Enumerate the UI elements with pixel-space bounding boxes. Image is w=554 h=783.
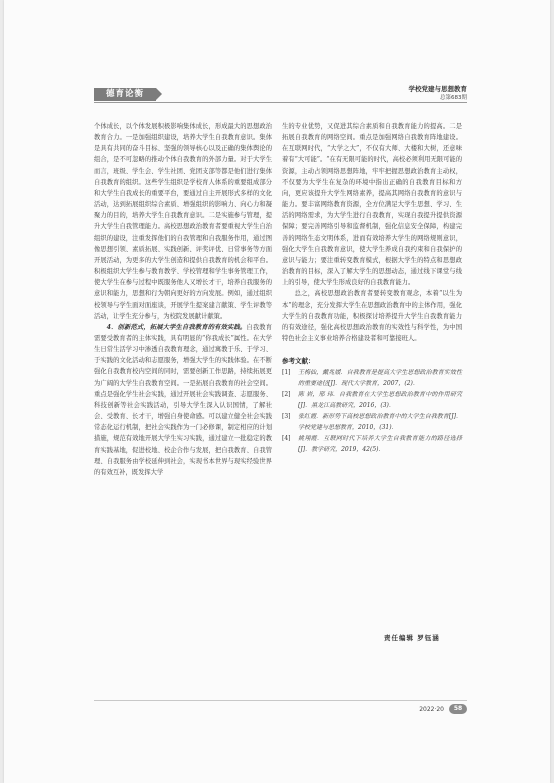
body-paragraph: 生的专业优势，又促进其综合素质和自我教育能力的提高。二是拓展自我教育的网络空间。重点是加强网络自我教育阵地建设。在互联网时代，“大学之大”，不仅有大师、大楼和大树，还意味着有“大可能”。“在有无限可能的时代，高校必须利用无限可能的资源，主动占领网络思想阵地，牢牢把握思想政治教育主动权，不仅要为大学生在复杂的环境中指出正确的自我教育目标和方向，更应该提升大学生网络素养，提高其网络自我教育的意识与能力。要丰富网络教育资源，全方位满足大学生思想、学习、生活的网络需求，为大学生进行自我教育，实现自我提升提供资源保障；要完善网络引导和监督机制，强化信息安全保障，构建完善的网络生态文明体系，进而有效培养大学生的网络规则意识，强化大学生自我教育意识，使大学生养成自我约束和自我保护的意识与能力；要注重转变教育模式，根据大学生的特点和思想政治教育的目标，深入了解大学生的思想动态，通过线下课堂与线上的引导，使大学生形成良好的自我教育能力。 [282, 123, 462, 287]
page-number: 58 [449, 704, 467, 714]
reference-text: 张红霞．新形势下高校思想政治教育中的大学生自我教育[J]．学校党建与思想教育，2010，(31)． [298, 413, 462, 432]
footer-rule [94, 700, 467, 701]
right-column [282, 121, 462, 455]
reference-number: [4] [282, 435, 291, 443]
journal-page [4, 0, 550, 783]
reference-item [282, 411, 462, 433]
body-paragraph: 总之，高校思想政治教育者要转变教育观念，本着“以生为本”的理念，充分发挥大学生在思想政治教育中的主体作用，强化大学生的自我教育功能，积极探讨培养提升大学生自我教育能力的有效途径，强化高校思想政治教育的实效性与科学性，为中国特色社会主义事业培养合格建设者和可靠接班人。 [282, 290, 462, 342]
references-title: 参考文献： [282, 357, 315, 366]
section-heading: 4．创新范式，拓展大学生自我教育的有效实践。 [106, 323, 247, 331]
body-paragraph [94, 322, 272, 478]
journal-title: 学校党建与思想教育 [408, 85, 467, 93]
left-column [94, 121, 272, 478]
reference-item [282, 389, 462, 411]
page-footer [419, 704, 467, 714]
issue-number: 2022·20 [419, 705, 444, 713]
reference-item [282, 433, 462, 455]
paragraph-text: 自我教育需要受教育者的主体实践，具有明显的“你我成长”属性。在大学生日常生活学习中渗透自我教育理念，通过寓教于乐、于学习、于实践的文化活动和志愿服务，增强大学生的实践体验。在不断强化自我教育校内空间的同时，需要创新工作思路，持续拓展更为广阔的大学生自我教育空间。一是拓展自我教育的社会空间。重点是强化学生社会实践，通过开展社会实践调查、志愿服务、科技创新等社会实践活动，引导大学生深入认识国情，了解社会、受教育、长才干，增强自身使命感。可以建立健全社会实践常态化运行机制，把社会实践作为一门必修课，制定相应的计划措施，规范有效地开展大学生实习实践，通过建立一批稳定的教育实践基地，促进校地、校企合作与发展，把自我教育、自我管理、自我服务由学校延伸到社会，实现书本世界与现实经验世界的有效互补，既发挥大学 [94, 323, 272, 476]
section-label: 德育论衡 [94, 88, 156, 101]
issue-total: 总第683期 [440, 95, 467, 101]
page-header [94, 85, 467, 104]
header-rule [94, 102, 467, 103]
reference-text: 姚翔霞．互联网时代下培养大学生自我教育能力的路径选择[J]．教学研究，2019，42(5)． [298, 435, 462, 454]
body-paragraph: 个体成长，以个体发展积极影响集体成长，形成最大的思想政治教育合力。一是加强组织建设，培养大学生自我教育意识。集体是具有共同的奋斗目标、坚强的领导核心以及正确的集体舆论的组合，是不可忽略的推动个体自我教育的外部力量。对于大学生而言，班级、学生会、学生社团、党团支部等都是他们进行集体自我教育的组织。这些学生组织是学校育人体系的重要组成部分和大学生自我成长的重要平台，要通过自主开展形式多样的文化活动，达到拓展组织综合素质、增强组织的影响力、向心力和凝聚力的目的，培养大学生自我教育意识。二是实施参与管理，提升大学生自我管理能力。高校思想政治教育者要重视大学生自治组织的建设，注重发挥他们的自我管理和自我服务作用，通过图像思想引领、素质拓展、实践创新、评奖评优、日常事务等方面开展活动，为更多的大学生创造和提供自我教育的机会和平台。积极组织大学生参与教育教学、学校管理和学生事务管理工作，使大学生在参与过程中既服务他人又增长才干，培养自我服务的意识和能力，思想和行为朝向更好的方向发展。例如，通过组织校领导与学生面对面座谈，开展学生提案建言献策、学生评教等活动，让学生充分参与，为校院发展献计献策。 [94, 123, 272, 320]
reference-item [282, 367, 462, 389]
reference-number: [2] [282, 391, 291, 399]
reference-number: [3] [282, 413, 291, 421]
responsible-editor: 责任编辑 罗钰涵 [384, 634, 440, 642]
reference-text: 陈 岩，邢 玮．自我教育在大学生思想政治教育中的作用研究[J]．黑龙江高教研究，2016，(3)． [298, 391, 462, 410]
reference-number: [1] [282, 369, 291, 377]
reference-text: 王梅仙，戴兆媛．自我教育是提高大学生思想政治教育实效性的重要途径[J]．现代大学教育，2007，(2)． [298, 369, 462, 388]
